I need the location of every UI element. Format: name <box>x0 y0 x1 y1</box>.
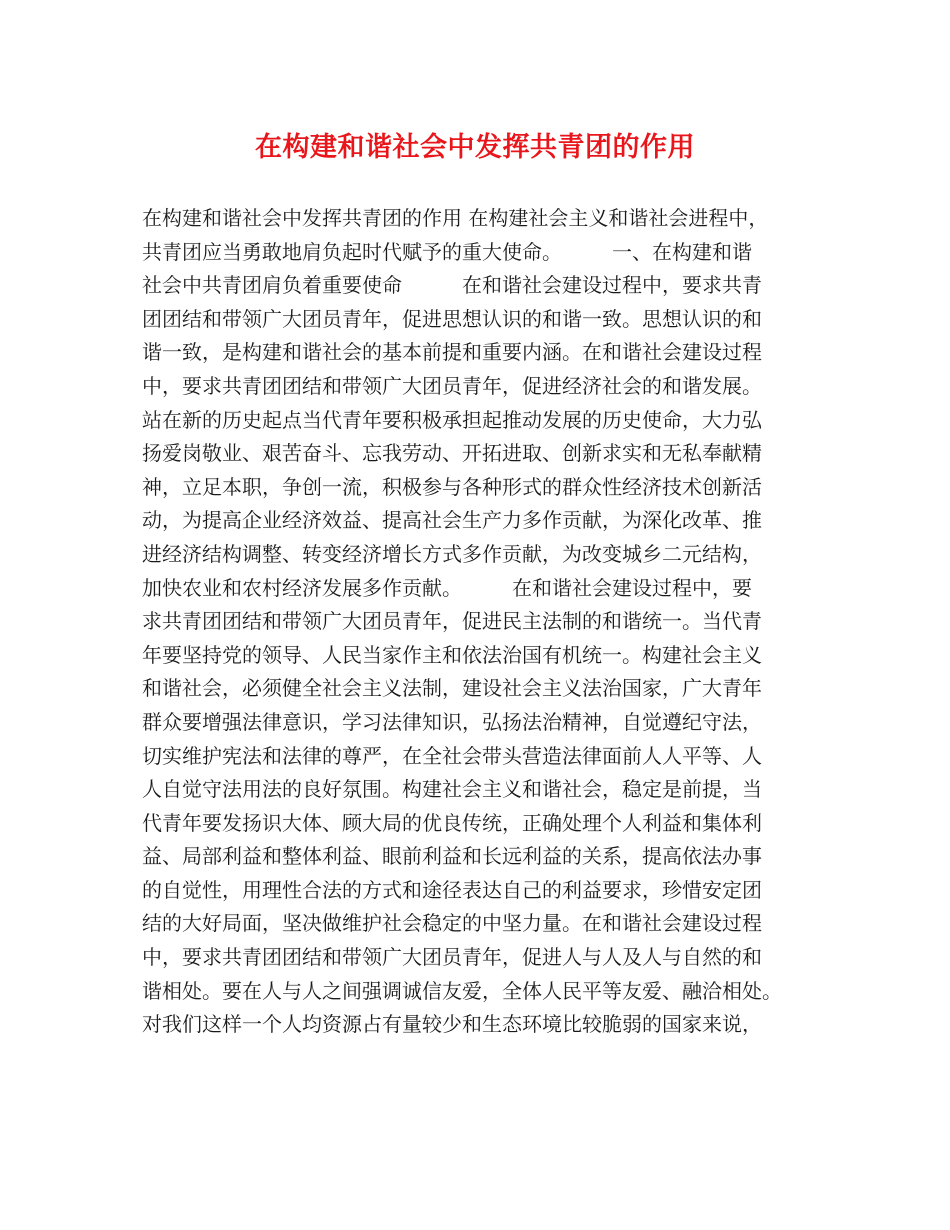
body-line: 站在新的历史起点当代青年要积极承担起推动发展的历史使命，大力弘 <box>142 407 762 432</box>
body-line: 代青年要发扬识大体、顾大局的优良传统，正确处理个人利益和集体利 <box>142 810 762 835</box>
body-line: 切实维护宪法和法律的尊严，在全社会带头营造法律面前人人平等、人 <box>142 743 762 768</box>
body-line: 共青团应当勇敢地肩负起时代赋予的重大使命。 一、在构建和谐 <box>142 239 752 264</box>
body-line: 在构建和谐社会中发挥共青团的作用 在构建社会主义和谐社会进程中， <box>142 206 769 230</box>
body-line: 年要坚持党的领导、人民当家作主和依法治国有机统一。构建社会主义 <box>142 642 762 667</box>
body-line: 群众要增强法律意识，学习法律知识，弘扬法治精神，自觉遵纪守法， <box>142 709 762 734</box>
body-line: 对我们这样一个人均资源占有量较少和生态环境比较脆弱的国家来说， <box>142 1012 762 1037</box>
body-line: 中，要求共青团团结和带领广大团员青年，促进人与人及人与自然的和 <box>142 945 762 970</box>
body-line: 人自觉守法用法的良好氛围。构建社会主义和谐社会，稳定是前提，当 <box>142 777 762 802</box>
body-line: 加快农业和农村经济发展多作贡献。 在和谐社会建设过程中，要 <box>142 575 752 600</box>
body-line: 扬爱岗敬业、艰苦奋斗、忘我劳动、开拓进取、创新求实和无私奉献精 <box>142 441 762 466</box>
document-title: 在构建和谐社会中发挥共青团的作用 <box>255 132 695 163</box>
document-body <box>142 202 832 1042</box>
body-line: 谐一致，是构建和谐社会的基本前提和重要内涵。在和谐社会建设过程 <box>142 340 762 365</box>
body-line: 益、局部利益和整体利益、眼前利益和长远利益的关系，提高依法办事 <box>142 844 762 869</box>
body-line: 神，立足本职，争创一流，积极参与各种形式的群众性经济技术创新活 <box>142 474 762 499</box>
body-line: 动，为提高企业经济效益、提高社会生产力多作贡献，为深化改革、推 <box>142 508 762 533</box>
body-line: 团团结和带领广大团员青年，促进思想认识的和谐一致。思想认识的和 <box>142 306 762 331</box>
body-line: 结的大好局面，坚决做维护社会稳定的中坚力量。在和谐社会建设过程 <box>142 911 762 936</box>
body-line: 谐相处。要在人与人之间强调诚信友爱，全体人民平等友爱、融洽相处。 <box>142 978 782 1003</box>
body-line: 社会中共青团肩负着重要使命 在和谐社会建设过程中，要求共青 <box>142 273 762 298</box>
body-line: 中，要求共青团团结和带领广大团员青年，促进经济社会的和谐发展。 <box>142 373 762 398</box>
body-line: 和谐社会，必须健全社会主义法制，建设社会主义法治国家，广大青年 <box>142 676 762 701</box>
body-line: 求共青团团结和带领广大团员青年，促进民主法制的和谐统一。当代青 <box>142 609 762 634</box>
body-line: 进经济结构调整、转变经济增长方式多作贡献，为改变城乡二元结构， <box>142 541 762 566</box>
body-line: 的自觉性，用理性合法的方式和途径表达自己的利益要求，珍惜安定团 <box>142 877 762 902</box>
